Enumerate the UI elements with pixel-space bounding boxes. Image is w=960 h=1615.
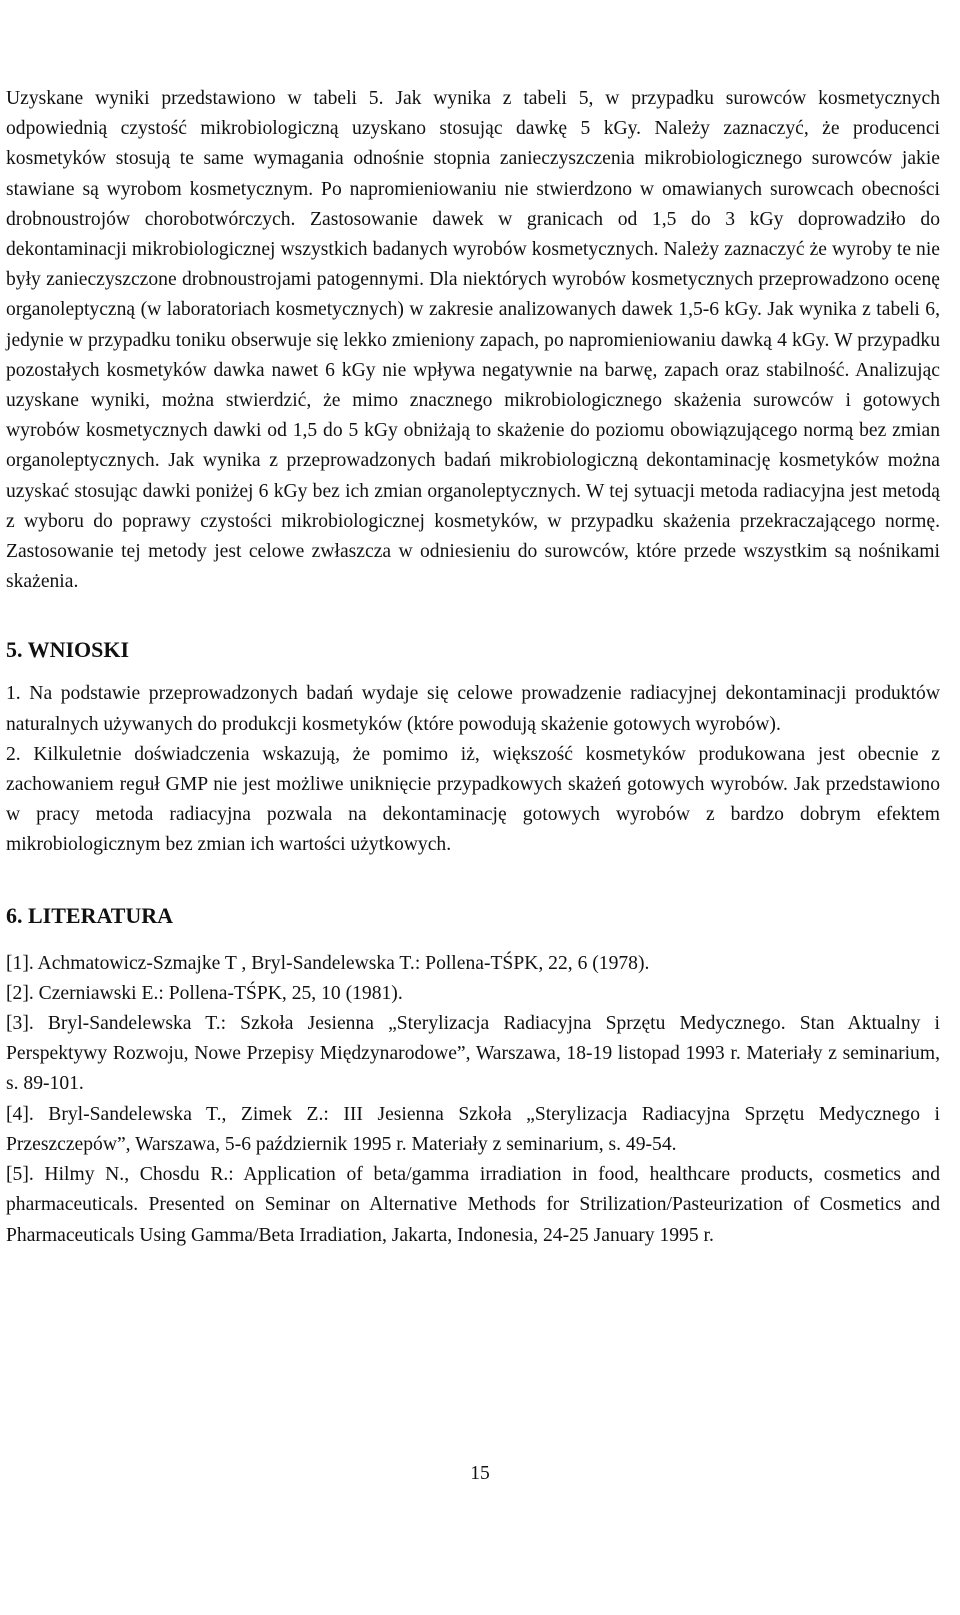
section-heading-literature: 6. LITERATURA [6,902,174,928]
section-heading-conclusions: 5. WNIOSKI [6,637,130,663]
conclusions-list [6,679,940,860]
conclusion-item: 2. Kilkuletnie doświadczenia wskazują, że pomimo iż, większość kosmetyków produkowana jest obecnie z zachowaniem reguł GMP nie jest możliwe uniknięcie przypadkowych skażeń gotowych wyrobów. Jak przedstawiono w pracy metoda radiacyjna pozwala na dekontaminację gotowych wyrobów z bardzo dobrym efektem mikrobiologicznym bez zmian ich wartości użytkowych. [6,743,940,856]
reference-item: [5]. Hilmy N., Chosdu R.: Application of beta/gamma irradiation in food, healthcare products, cosmetics and pharmaceuticals. Presented on Seminar on Alternative Methods for Strilization/Pasteurization of Cosmetics and Pharmaceuticals Using Gamma/Beta Irradiation, Jakarta, Indonesia, 24-25 January 1995 r. [6,1164,940,1246]
reference-item: [2]. Czerniawski E.: Pollena-TŚPK, 25, 10 (1981). [6,982,403,1004]
conclusion-item: 1. Na podstawie przeprowadzonych badań wydaje się celowe prowadzenie radiacyjnej dekontaminacji produktów naturalnych używanych do produkcji kosmetyków (które powodują skażenie gotowych wyrobów). [6,683,940,735]
reference-list [6,949,940,1251]
reference-item: [1]. Achmatowicz-Szmajke T , Bryl-Sandelewska T.: Pollena-TŚPK, 22, 6 (1978). [6,952,650,974]
reference-item: [3]. Bryl-Sandelewska T.: Szkoła Jesienna „Sterylizacja Radiacyjna Sprzętu Medycznego. Stan Aktualny i Perspektywy Rozwoju, Nowe Przepisy Międzynarodowe”, Warszawa, 18-19 listopad 1993 r. Materiały z seminarium, s. 89-101. [6,1013,940,1095]
document-page [6,84,940,1251]
reference-item: [4]. Bryl-Sandelewska T., Zimek Z.: III Jesienna Szkoła „Sterylizacja Radiacyjna Sprzętu Medycznego i Przeszczepów”, Warszawa, 5-6 październik 1995 r. Materiały z seminarium, s. 49-54. [6,1103,940,1155]
page-number: 15 [470,1463,490,1484]
body-paragraph: Uzyskane wyniki przedstawiono w tabeli 5. Jak wynika z tabeli 5, w przypadku surowców kosmetycznych odpowiednią czystość mikrobiologiczną uzyskano stosując dawkę 5 kGy. Należy zaznaczyć, że producenci kosmetyków stosują te same wymagania odnośnie stopnia zanieczyszczenia mikrobiologicznego surowców jakie stawiane są wyrobom kosmetycznym. Po napromieniowaniu nie stwierdzono w omawianych surowcach obecności drobnoustrojów chorobotwórczych. Zastosowanie dawek w granicach od 1,5 do 3 kGy doprowadziło do dekontaminacji mikrobiologicznej wszystkich badanych wyrobów kosmetycznych. Należy zaznaczyć że wyroby te nie były zanieczyszczone drobnoustrojami patogennymi. Dla niektórych wyrobów kosmetycznych przeprowadzono ocenę organoleptyczną (w laboratoriach kosmetycznych) w zakresie analizowanych dawek 1,5-6 kGy. Jak wynika z tabeli 6, jedynie w przypadku toniku obserwuje się lekko zmieniony zapach, po napromieniowaniu dawką 4 kGy. W przypadku pozostałych kosmetyków dawka nawet 6 kGy nie wpływa negatywnie na barwę, zapach oraz stabilność. Analizując uzyskane wyniki, można stwierdzić, że mimo znacznego mikrobiologicznego skażenia surowców i gotowych wyrobów kosmetycznych dawki od 1,5 do 5 kGy obniżają to skażenie do poziomu obowiązującego normą bez zmian organoleptycznych. Jak wynika z przeprowadzonych badań mikrobiologiczną dekontaminację kosmetyków można uzyskać stosując dawki poniżej 6 kGy bez ich zmian organoleptycznych. W tej sytuacji metoda radiacyjna jest metodą z wyboru do poprawy czystości mikrobiologicznej kosmetyków, w przypadku skażenia przekraczającego normę. Zastosowanie tej metody jest celowe zwłaszcza w odniesieniu do surowców, które przede wszystkim są nośnikami skażenia. [6,88,940,593]
